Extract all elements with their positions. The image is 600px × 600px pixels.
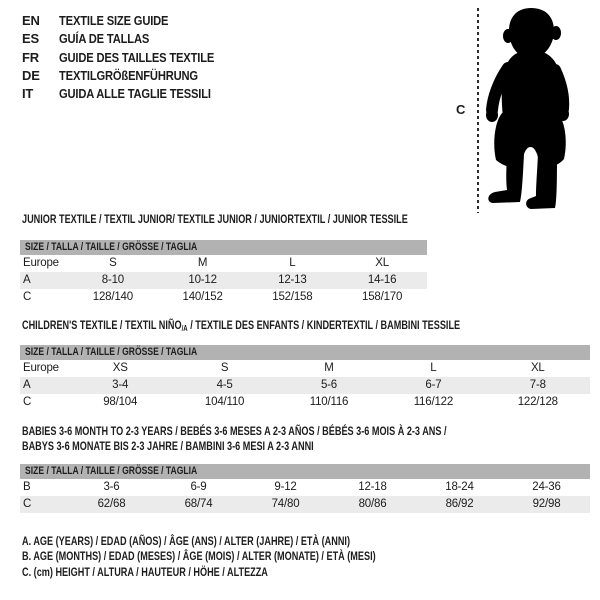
table-row-height [20,496,590,513]
size-header-bar [20,240,427,255]
age-cell: 3-4 [112,379,129,391]
age-cell: 8-10 [101,274,124,286]
age-cell: 14-16 [367,274,397,286]
height-cell: 80/86 [358,498,387,510]
height-cell: 74/80 [271,498,300,510]
months-cell: 3-6 [103,481,120,493]
footnote-b-text: B. AGE (MONTHS) / EDAD (MESES) / ÂGE (MOIS) / ALTER (MONATE) / ETÀ (MESI) [22,549,376,564]
months-cell: 9-12 [274,481,297,493]
row-label: Europe [23,362,59,374]
table-row-height [20,289,427,306]
size-cell: L [430,362,437,374]
height-cell: 110/116 [309,396,349,408]
language-title: TEXTILGRÖßENFÜHRUNG [59,67,198,83]
size-header-label: SIZE / TALLA / TAILLE / GRÖSSE / TAGLIA [25,465,198,477]
language-code: DE [22,67,40,83]
footnote-a-text: A. AGE (YEARS) / EDAD (AÑOS) / ÂGE (ANS) / ALTER (JAHRE) / ETÀ (ANNI) [22,534,350,548]
months-cell: 12-18 [358,481,387,493]
size-header-bar [20,464,590,479]
toddler-silhouette-image [478,6,582,214]
table-row-europe [20,360,590,377]
age-cell: 10-12 [188,274,217,286]
height-measure-label: C [456,102,466,117]
footnote-c [22,565,487,580]
age-cell: 6-7 [425,379,442,391]
row-label: A [23,274,31,286]
row-label: A [23,379,31,391]
language-title: GUÍA DE TALLAS [59,31,150,47]
row-label: B [23,481,31,493]
height-cell: 62/68 [97,498,126,510]
title-subscript: /A [181,324,188,333]
language-title-block [22,12,239,103]
language-row [22,85,239,103]
language-title: GUIDE DES TAILLES TEXTILE [59,49,215,65]
language-row [22,49,239,67]
age-cell: 7-8 [529,379,546,391]
babies-title-line1 [22,424,581,439]
size-cell: S [109,257,117,269]
language-code: ES [22,31,39,47]
height-cell: 122/128 [517,396,558,408]
height-cell: 104/110 [204,396,245,408]
footnote-c-text: C. (cm) HEIGHT / ALTURA / HAUTEUR / HÖHE / ALTEZZA [22,564,268,579]
children-table-title [22,318,598,336]
size-cell: XS [112,362,128,374]
babies-title-line1-text: BABIES 3-6 MONTH TO 2-3 YEARS / BEBÉS 3-6 MESES A 2-3 AÑOS / BÉBÉS 3-6 MOIS À 2-3 ANS / [22,424,447,438]
row-label: C [23,396,32,408]
height-cell: 140/152 [182,291,223,303]
size-header-label: SIZE / TALLA / TAILLE / GRÖSSE / TAGLIA [25,241,198,253]
months-cell: 18-24 [445,481,474,493]
title-post: / TEXTILE DES ENFANTS / KINDERTEXTIL / BAMBINI TESSILE [187,318,461,332]
size-header-label: SIZE / TALLA / TAILLE / GRÖSSE / TAGLIA [25,346,198,358]
table-row-age [20,272,427,289]
size-header-bar [20,345,590,360]
table-row-height [20,394,590,411]
size-cell: XL [375,257,389,269]
junior-table-rows [20,255,427,306]
row-label: C [23,498,32,510]
age-cell: 12-13 [278,274,307,286]
size-cell: L [289,257,296,269]
toddler-silhouette-shape [486,8,569,209]
height-cell: 116/122 [413,396,454,408]
junior-table-title [22,212,530,227]
footnote-a [22,534,487,549]
size-cell: S [220,362,229,374]
size-cell: M [324,362,334,374]
language-code: FR [22,49,39,65]
age-cell: 5-6 [320,379,337,391]
height-cell: 86/92 [445,498,474,510]
babies-title-line2-text: BABYS 3-6 MONATE BIS 2-3 JAHRE / BAMBINI 3-6 MESI A 2-3 ANNI [22,439,314,453]
table-row-europe [20,255,427,272]
language-title: GUIDA ALLE TAGLIE TESSILI [59,86,211,102]
language-code: IT [22,86,34,102]
children-table-title-text [22,318,460,336]
babies-table-title [22,424,581,454]
height-cell: 158/170 [362,291,403,303]
height-cell: 128/140 [92,291,133,303]
size-cell: XL [530,362,545,374]
babies-table-rows [20,479,590,513]
row-label: Europe [23,257,59,269]
months-cell: 6-9 [190,481,207,493]
age-cell: 4-5 [216,379,233,391]
language-row [22,12,239,30]
size-cell: M [197,257,208,269]
children-table-rows [20,360,590,411]
junior-table-title-text: JUNIOR TEXTILE / TEXTIL JUNIOR/ TEXTILE JUNIOR / JUNIORTEXTIL / JUNIOR TESSILE [22,212,408,226]
footnote-b [22,549,487,564]
height-cell: 92/98 [532,498,561,510]
title-pre: CHILDREN'S TEXTILE / TEXTIL NIÑO [22,318,182,332]
language-code: EN [22,13,40,28]
height-cell: 98/104 [103,396,138,408]
months-cell: 24-36 [532,481,561,493]
table-row-age [20,377,590,394]
footnotes-block [22,534,487,580]
height-cell: 68/74 [184,498,213,510]
language-row [22,30,239,48]
table-row-months [20,479,590,496]
language-row [22,67,239,85]
babies-title-line2 [22,439,581,454]
row-label: C [23,291,32,303]
language-title: TEXTILE SIZE GUIDE [59,13,169,28]
height-cell: 152/158 [272,291,313,303]
